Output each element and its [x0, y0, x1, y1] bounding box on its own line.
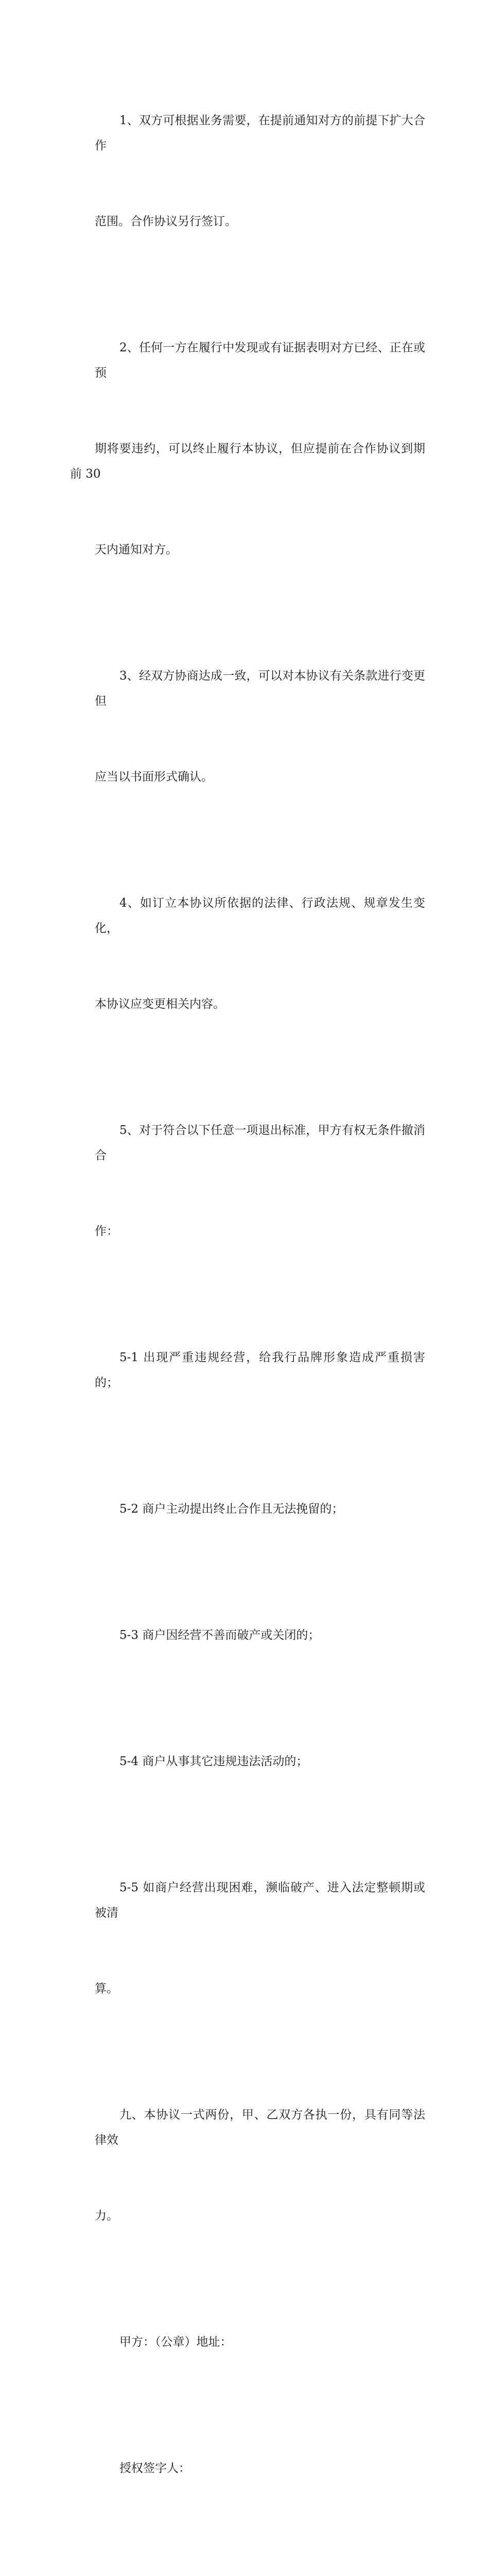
clause-4-line-2: 本协议应变更相关内容。	[95, 997, 225, 1011]
clause-5-5-line-1: 5-5 如商户经营出现困难，濒临破产、进入法定整顿期或被清	[95, 1881, 425, 1920]
clause-5-2	[70, 1446, 425, 1572]
clause-2-line-2: 期将要违约，可以终止履行本协议，但应提前在合作协议到期前 30	[70, 442, 425, 481]
clause-5-5-line-2: 算。	[95, 1982, 118, 1995]
clause-3	[70, 613, 425, 840]
clause-4-line-1: 4、如订立本协议所依据的法律、行政法规、规章发生变化，	[95, 896, 425, 935]
party-a-line: 甲方：（公章）地址：	[119, 2335, 232, 2349]
clause-5-5	[70, 1825, 425, 2052]
clause-5-1	[70, 1295, 425, 1446]
party-b-signature	[70, 2532, 425, 2576]
clause-5-3	[70, 1572, 425, 1699]
document-body	[70, 58, 425, 2576]
clause-9	[70, 2052, 425, 2279]
clause-5-4	[70, 1699, 425, 1825]
clause-2	[70, 285, 425, 613]
clause-5-3-line-1: 5-3 商户因经营不善而破产或关闭的；	[119, 1629, 320, 1642]
party-a-signature	[70, 2279, 425, 2405]
clause-4	[70, 840, 425, 1067]
clause-2-line-3: 天内通知对方。	[95, 543, 178, 556]
clause-5-1-line-1: 5-1 出现严重违规经营，给我行品牌形象造成严重损害的；	[95, 1351, 425, 1389]
clause-3-line-1: 3、经双方协商达成一致，可以对本协议有关条款进行变更但	[95, 669, 425, 708]
clause-5	[70, 1067, 425, 1295]
clause-1-line-2: 范围。合作协议另行签订。	[95, 215, 237, 228]
clause-5-line-2: 作：	[95, 1225, 118, 1238]
authorized-signatory	[70, 2405, 425, 2532]
clause-1	[70, 58, 425, 285]
clause-3-line-2: 应当以书面形式确认。	[95, 770, 213, 784]
clause-5-2-line-1: 5-2 商户主动提出终止合作且无法挽留的；	[119, 1502, 344, 1516]
clause-9-line-2: 力。	[95, 2209, 118, 2223]
authorized-signatory-line: 授权签字人：	[119, 2462, 190, 2475]
clause-9-line-1: 九、本协议一式两份，甲、乙双方各执一份，具有同等法律效	[95, 2108, 425, 2147]
clause-5-line-1: 5、对于符合以下任意一项退出标准，甲方有权无条件撤消合	[95, 1124, 425, 1162]
clause-1-line-1: 1、双方可根据业务需要，在提前通知对方的前提下扩大合作	[95, 114, 425, 152]
clause-2-line-1: 2、任何一方在履行中发现或有证据表明对方已经、正在或预	[95, 341, 425, 380]
clause-5-4-line-1: 5-4 商户从事其它违规违法活动的；	[119, 1755, 308, 1768]
